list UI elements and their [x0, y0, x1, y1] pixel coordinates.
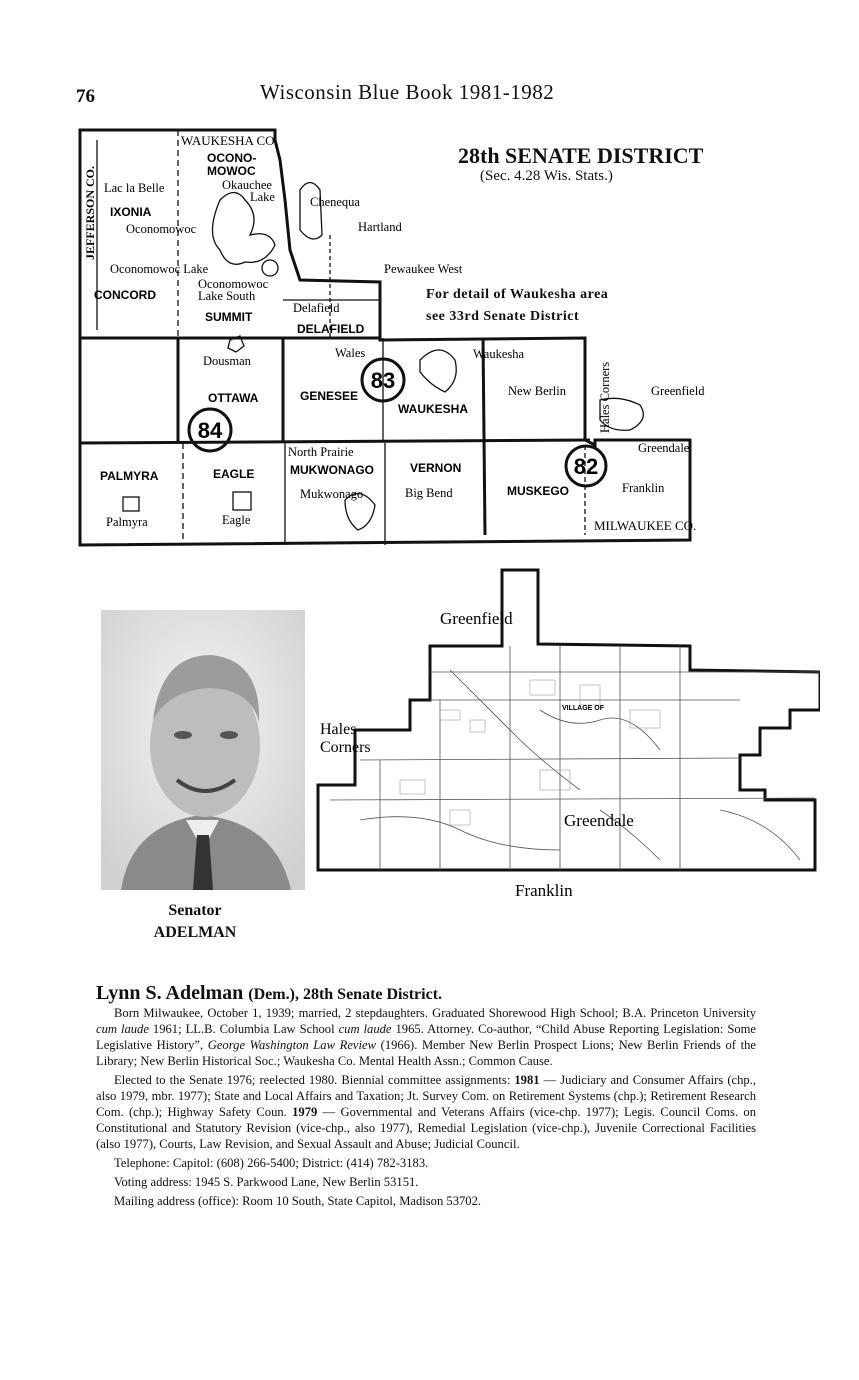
- label-oconomowoc-lake-south-1: Oconomowoc: [198, 277, 269, 291]
- detail-label-hales-1: Hales: [320, 721, 357, 738]
- label-lac-la-belle: Lac la Belle: [104, 181, 165, 195]
- label-oconomowoc-2: MOWOC: [207, 164, 256, 178]
- bio-p1-journal: George Washington Law Review: [207, 1038, 376, 1052]
- label-big-bend: Big Bend: [405, 486, 453, 500]
- label-new-berlin: New Berlin: [508, 384, 566, 398]
- label-north-prairie: North Prairie: [288, 445, 354, 459]
- label-mukwonago: MUKWONAGO: [290, 463, 374, 477]
- label-palmyra-village: Palmyra: [106, 515, 148, 529]
- bio-p1-a: Born Milwaukee, October 1, 1939; married, 2 stepdaughters. Graduated Shorewood High School; B.A. Princeton University: [114, 1006, 756, 1020]
- label-eagle: EAGLE: [213, 467, 255, 481]
- bio-p1-b: 1961; LL.B. Columbia Law School: [148, 1022, 339, 1036]
- photo-caption-title: Senator: [168, 902, 222, 919]
- district-map: [0, 0, 859, 560]
- page-number: 76: [76, 86, 95, 107]
- label-greenfield: Greenfield: [651, 384, 705, 398]
- label-milwaukee-county: MILWAUKEE CO.: [594, 518, 697, 533]
- bio-paragraph-personal: [96, 1005, 756, 1069]
- senator-portrait: [101, 610, 305, 890]
- bio-voting-address: Voting address: 1945 S. Parkwood Lane, New Berlin 53151.: [114, 1175, 419, 1189]
- photo-caption-name: ADELMAN: [153, 924, 237, 941]
- label-hartland: Hartland: [358, 220, 402, 234]
- label-waukesha-city: Waukesha: [473, 347, 525, 361]
- label-pewaukee-west: Pewaukee West: [384, 262, 463, 276]
- label-ixonia: IXONIA: [110, 205, 152, 219]
- bio-p1-d: (1966). Member New Berlin Prospect Lions; New Berlin Friends of the Library; New Berlin Historical Soc.; Waukesha Co. Mental Health Assn.; Common Cause.: [96, 1038, 757, 1068]
- label-vernon: VERNON: [410, 461, 462, 475]
- label-oconomowoc: Oconomowoc: [126, 222, 197, 236]
- label-ottawa: OTTAWA: [208, 391, 259, 405]
- district-note-line1: For detail of Waukesha area: [426, 287, 609, 302]
- biography: [96, 982, 757, 1209]
- label-waukesha: WAUKESHA: [398, 402, 469, 416]
- district-title: 28th SENATE DISTRICT: [458, 143, 704, 168]
- label-delafield-city: Delafield: [293, 301, 340, 315]
- label-dousman: Dousman: [203, 354, 251, 368]
- bio-telephone: Telephone: Capitol: (608) 266-5400; District: (414) 782-3183.: [114, 1156, 429, 1170]
- running-head: Wisconsin Blue Book 1981-1982: [260, 80, 555, 104]
- detail-label-franklin: Franklin: [515, 881, 573, 900]
- detail-label-greenfield: Greenfield: [440, 609, 513, 628]
- detail-label-greendale: Greendale: [564, 811, 634, 830]
- label-wales: Wales: [335, 346, 366, 360]
- detail-map: [300, 560, 820, 900]
- label-oconomowoc-lake: Oconomowoc Lake: [110, 262, 209, 276]
- photo-caption: [120, 900, 270, 944]
- label-oconomowoc-lake-south-2: Lake South: [198, 289, 256, 303]
- bio-p2-c: — Governmental and Veterans Affairs (vice-chp. 1977); Legis. Council Coms. on Constitutional and Statutory Revision (vice-chp., also 1977), Remedial Legislation (vice-chp.), Juvenile Correctional Facilities (also 1977), Courts, Law Revision, and Sexual Assault and Abuse; Judicial Council.: [96, 1105, 756, 1151]
- label-eagle-village: Eagle: [222, 513, 251, 527]
- detail-label-hales-2: Corners: [320, 739, 371, 756]
- bio-p2-b: — Judiciary and Consumer Affairs (chp., also 1979, mbr. 1977); State and Local Affairs and Taxation; Jt. Survey Com. on Retirement Systems (chp.); Retirement Research Com. (chp.); Highway Safety Coun.: [96, 1073, 756, 1119]
- label-mukwonago-village: Mukwonago: [300, 487, 364, 501]
- bio-heading: [96, 982, 756, 1004]
- bio-p1-cum-laude-2: cum laude: [338, 1022, 392, 1036]
- bio-district: , 28th Senate District.: [294, 986, 443, 1003]
- bio-p2-a: Elected to the Senate 1976; reelected 1980. Biennial committee assignments:: [114, 1073, 515, 1087]
- label-delafield: DELAFIELD: [297, 322, 365, 336]
- bio-p2-1981: 1981: [514, 1073, 540, 1087]
- assembly-district-83: 83: [370, 368, 396, 393]
- bio-mailing-address: Mailing address (office): Room 10 South, State Capitol, Madison 53702.: [114, 1194, 482, 1208]
- detail-label-village-of: VILLAGE OF: [562, 705, 604, 712]
- district-subtitle: (Sec. 4.28 Wis. Stats.): [480, 168, 613, 184]
- district-note-line2: see 33rd Senate District: [426, 309, 580, 324]
- label-waukesha-county: WAUKESHA CO.: [181, 133, 278, 148]
- label-summit: SUMMIT: [205, 310, 253, 324]
- assembly-district-82: 82: [573, 454, 599, 479]
- label-greendale: Greendale: [638, 441, 690, 455]
- bio-p1-c: 1965. Attorney. Co-author, “Child Abuse Reporting Legislation: Some Legislative History”,: [96, 1022, 757, 1052]
- label-okauchee-2: Lake: [250, 190, 275, 204]
- label-palmyra: PALMYRA: [100, 469, 159, 483]
- label-muskego: MUSKEGO: [507, 484, 570, 498]
- label-okauchee-1: Okauchee: [222, 178, 272, 192]
- label-jefferson-county: JEFFERSON CO.: [83, 165, 97, 260]
- bio-paragraph-legislative: [96, 1072, 756, 1152]
- bio-p1-cum-laude-1: cum laude: [96, 1022, 149, 1036]
- label-chenequa: Chenequa: [310, 195, 360, 209]
- label-genesee: GENESEE: [300, 389, 359, 403]
- label-hales-corners: Hales Corners: [598, 361, 612, 433]
- label-oconomowoc-1: OCONO-: [207, 151, 257, 165]
- bio-party: (Dem.): [248, 986, 295, 1003]
- label-franklin: Franklin: [622, 481, 665, 495]
- bio-p2-1979: 1979: [292, 1105, 318, 1119]
- bio-name: Lynn S. Adelman: [96, 982, 244, 1004]
- label-concord: CONCORD: [94, 288, 156, 302]
- assembly-district-84: 84: [197, 418, 223, 443]
